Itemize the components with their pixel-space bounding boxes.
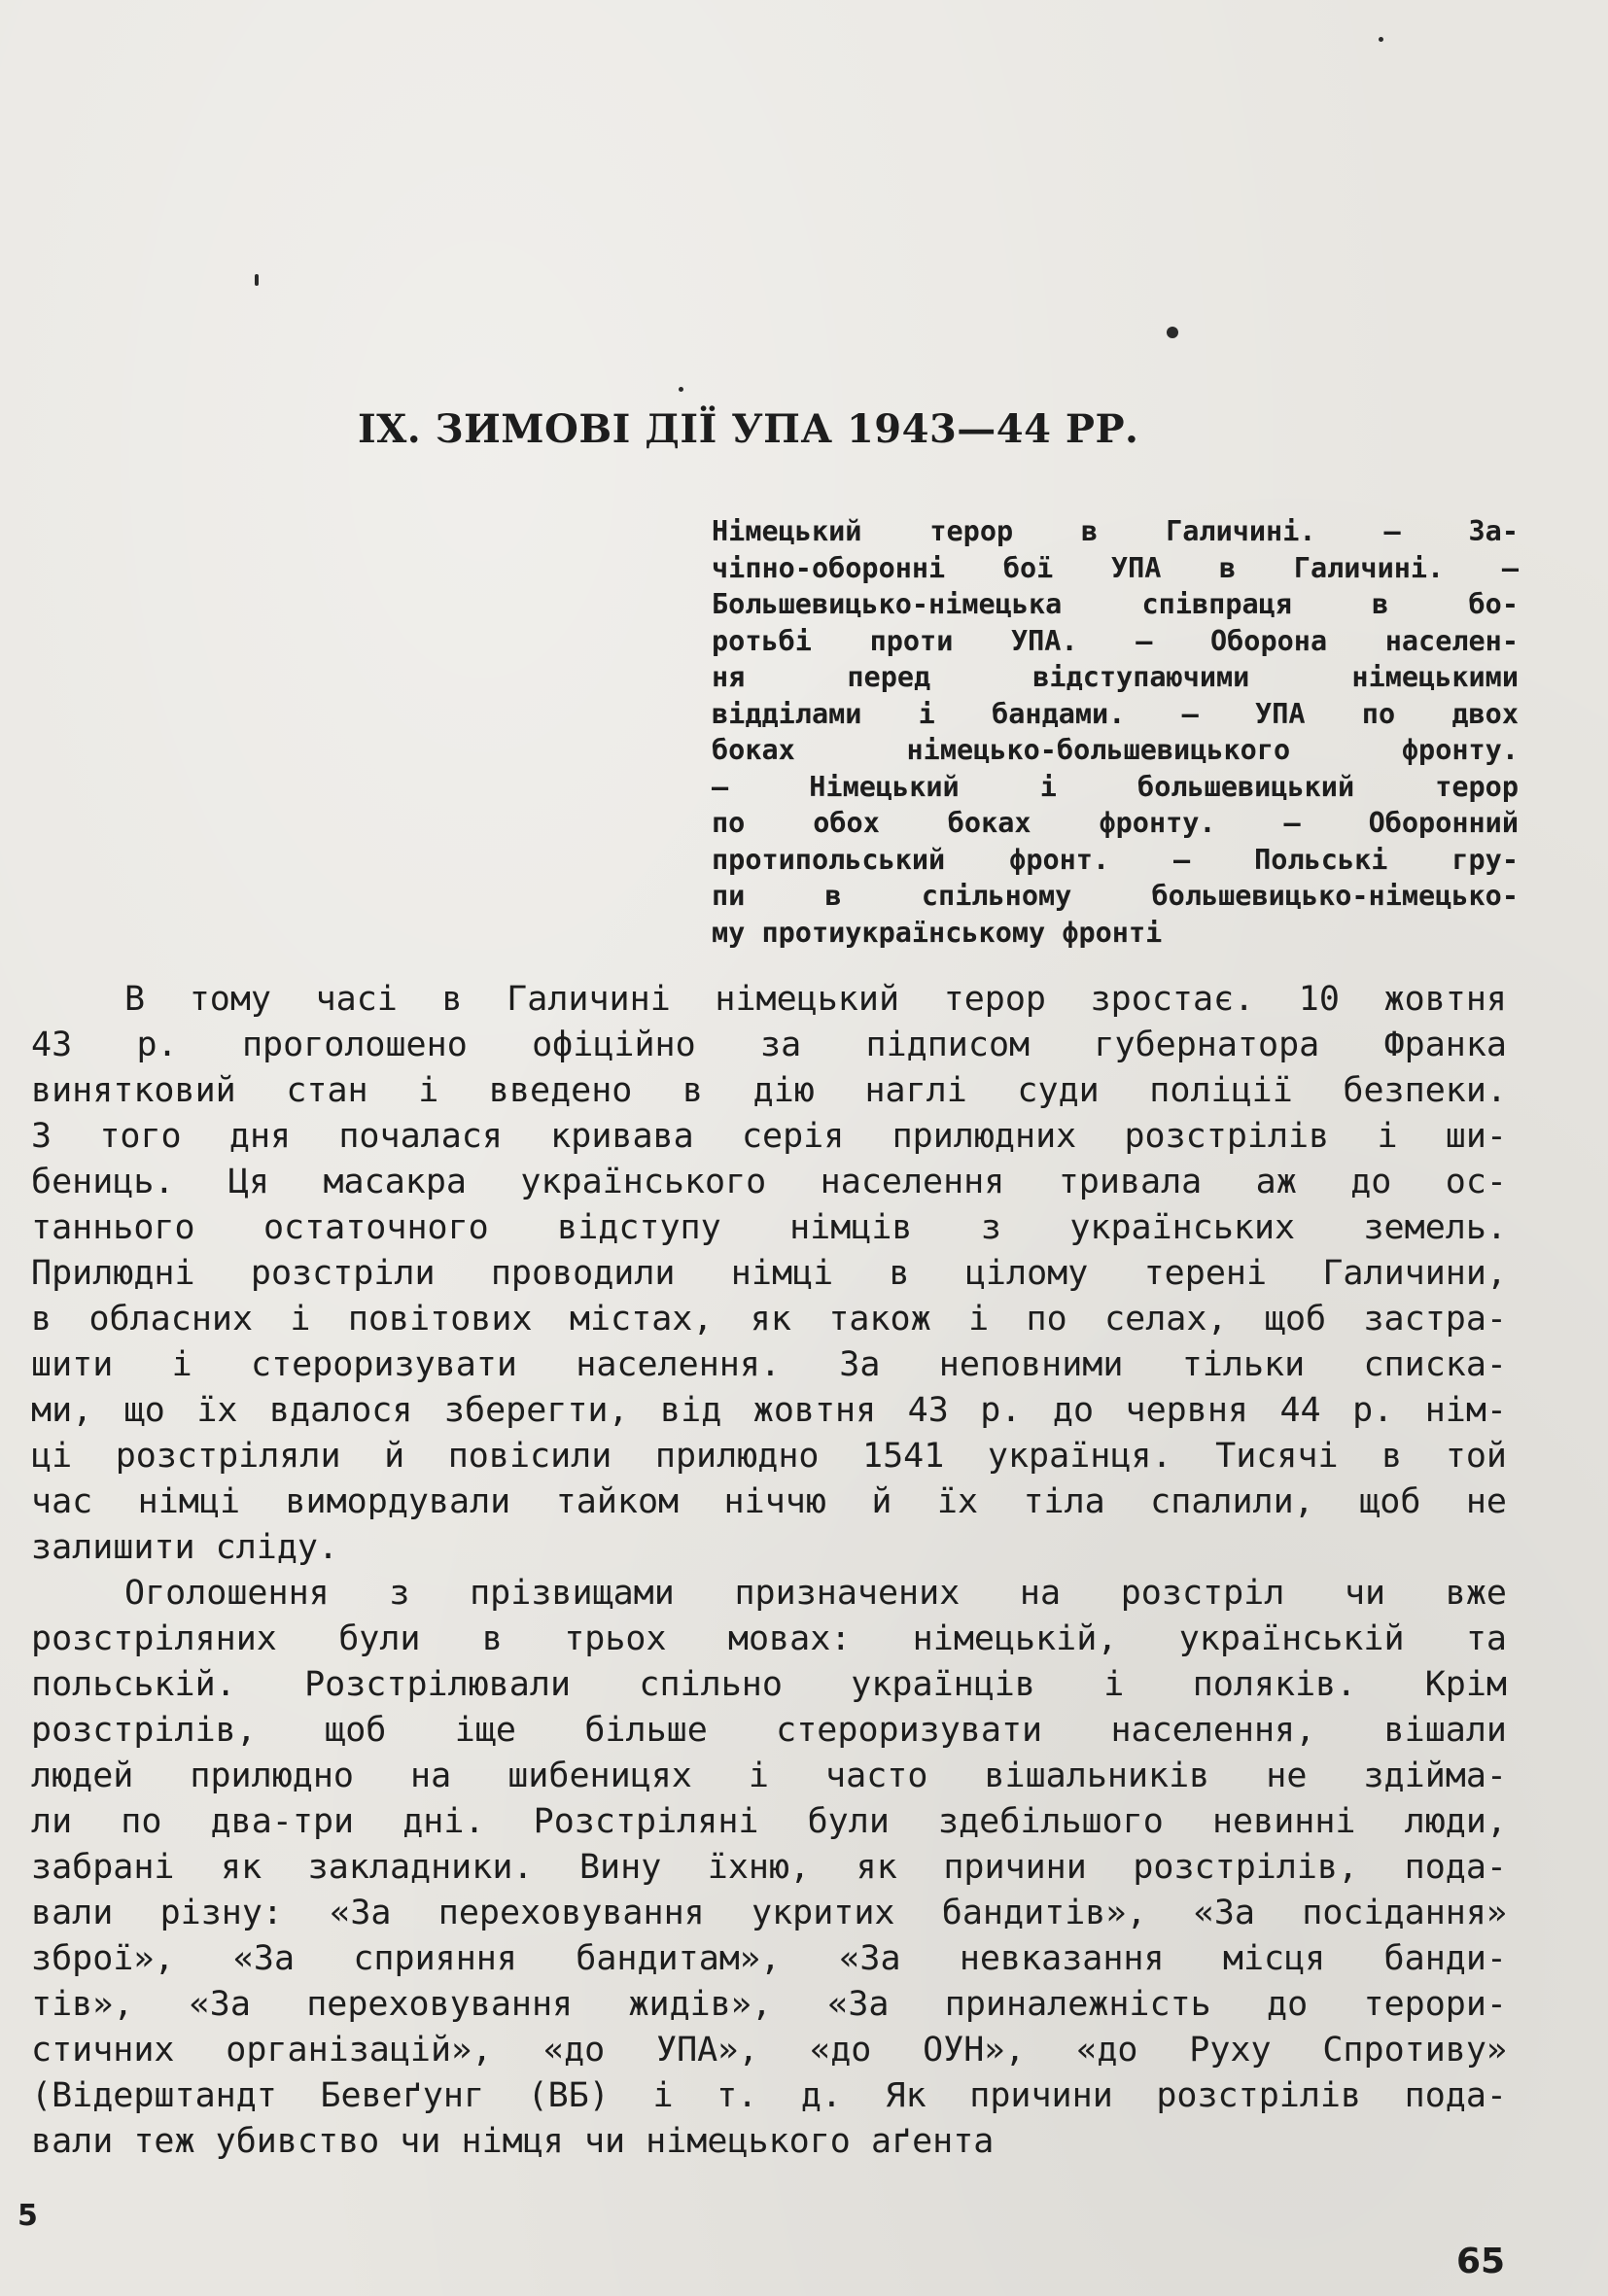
chapter-title: IX. ЗИМОВІ ДІЇ УПА 1943—44 РР. [358,406,1139,452]
text-line: В тому часі в Галичині німецький терор зростає. 10 жовтня [124,980,1507,1019]
print-speck [255,274,259,286]
text-line: ми, що їх вдалося зберегти, від жовтня 43 р. до червня 44 р. нім- [31,1391,1507,1430]
text-line: розстрілів, щоб іще більше стероризувати населення, вішали [31,1711,1507,1750]
text-line: тів», «За переховування жидів», «За приналежність до терори- [31,1985,1507,2024]
summary-line: боках німецько-большевицького фронту. [712,734,1519,766]
summary-line: по обох боках фронту. — Оборонний [712,807,1519,839]
text-line: час німці вимордували тайком ніччю й їх тіла спалили, щоб не [31,1482,1507,1521]
text-line: таннього остаточного відступу німців з українських земель. [31,1208,1507,1247]
text-line: вали різну: «За переховування укритих бандитів», «За посідання» [31,1894,1507,1932]
summary-line: протипольський фронт. — Польські гру- [712,843,1519,876]
text-line: З того дня почалася кривава серія прилюдних розстрілів і ши- [31,1117,1507,1156]
text-line: 43 р. проголошено офіційно за підписом губернатора Франка [31,1026,1507,1064]
text-line: розстріляних були в трьох мовах: німецькій, українській та [31,1619,1507,1658]
text-line: винятковий стан і введено в дію наглі суди поліції безпеки. [31,1071,1507,1110]
text-line: ці розстріляли й повісили прилюдно 1541 українця. Тисячі в той [31,1437,1507,1476]
text-line: (Відерштандт Бевеґунг (ВБ) і т. д. Як причини розстрілів пода- [31,2076,1507,2115]
summary-line: ня перед відступаючими німецькими [712,661,1519,693]
body-text [31,977,1507,2165]
text-line: Оголошення з прізвищами призначених на розстріл чи вже [124,1574,1507,1613]
text-line: Прилюдні розстріли проводили німці в цілому терені Галичини, [31,1254,1507,1293]
paragraph-2 [31,1571,1507,2165]
text-line: шити і стероризувати населення. За неповними тільки списка- [31,1345,1507,1384]
page-number: 65 [1456,2242,1506,2281]
print-speck [679,387,683,392]
summary-line: Большевицько-німецька співпраця в бо- [712,588,1519,620]
text-line: в обласних і повітових містах, як також і по селах, щоб застра- [31,1300,1507,1339]
text-line: людей прилюдно на шибеницях і часто вішальників не здійма- [31,1757,1507,1795]
text-line: польській. Розстрілювали спільно українців і поляків. Крім [31,1665,1507,1704]
text-line: зброї», «За сприяння бандитам», «За невказання місця банди- [31,1939,1507,1978]
text-line: ли по два-три дні. Розстріляні були здебільшого невинні люди, [31,1802,1507,1841]
summary-line: пи в спільному большевицько-німецько- [712,880,1519,912]
signature-mark: 5 [17,2199,38,2233]
paragraph-1 [31,977,1507,1571]
summary-line: відділами і бандами. — УПА по двох [712,697,1519,730]
text-line: забрані як закладники. Вину їхню, як причини розстрілів, пода- [31,1848,1507,1887]
chapter-summary [712,513,1519,951]
text-line: вали теж убивство чи німця чи німецького аґента [31,2122,995,2161]
text-line: залишити сліду. [31,1528,339,1567]
text-line: бениць. Ця масакра українського населення тривала аж до ос- [31,1163,1507,1201]
print-speck [1379,37,1383,42]
summary-line: — Німецький і большевицький терор [712,770,1519,803]
summary-line: му протиукраїнському фронті [712,916,1163,949]
text-line: стичних організацій», «до УПА», «до ОУН», «до Руху Спротиву» [31,2031,1507,2070]
summary-line: Німецький терор в Галичині. — За- [712,515,1519,547]
summary-line: ротьбі проти УПА. — Оборона населен- [712,624,1519,657]
summary-line: чіпно-оборонні бої УПА в Галичині. — [712,551,1519,584]
print-speck [1167,327,1178,338]
